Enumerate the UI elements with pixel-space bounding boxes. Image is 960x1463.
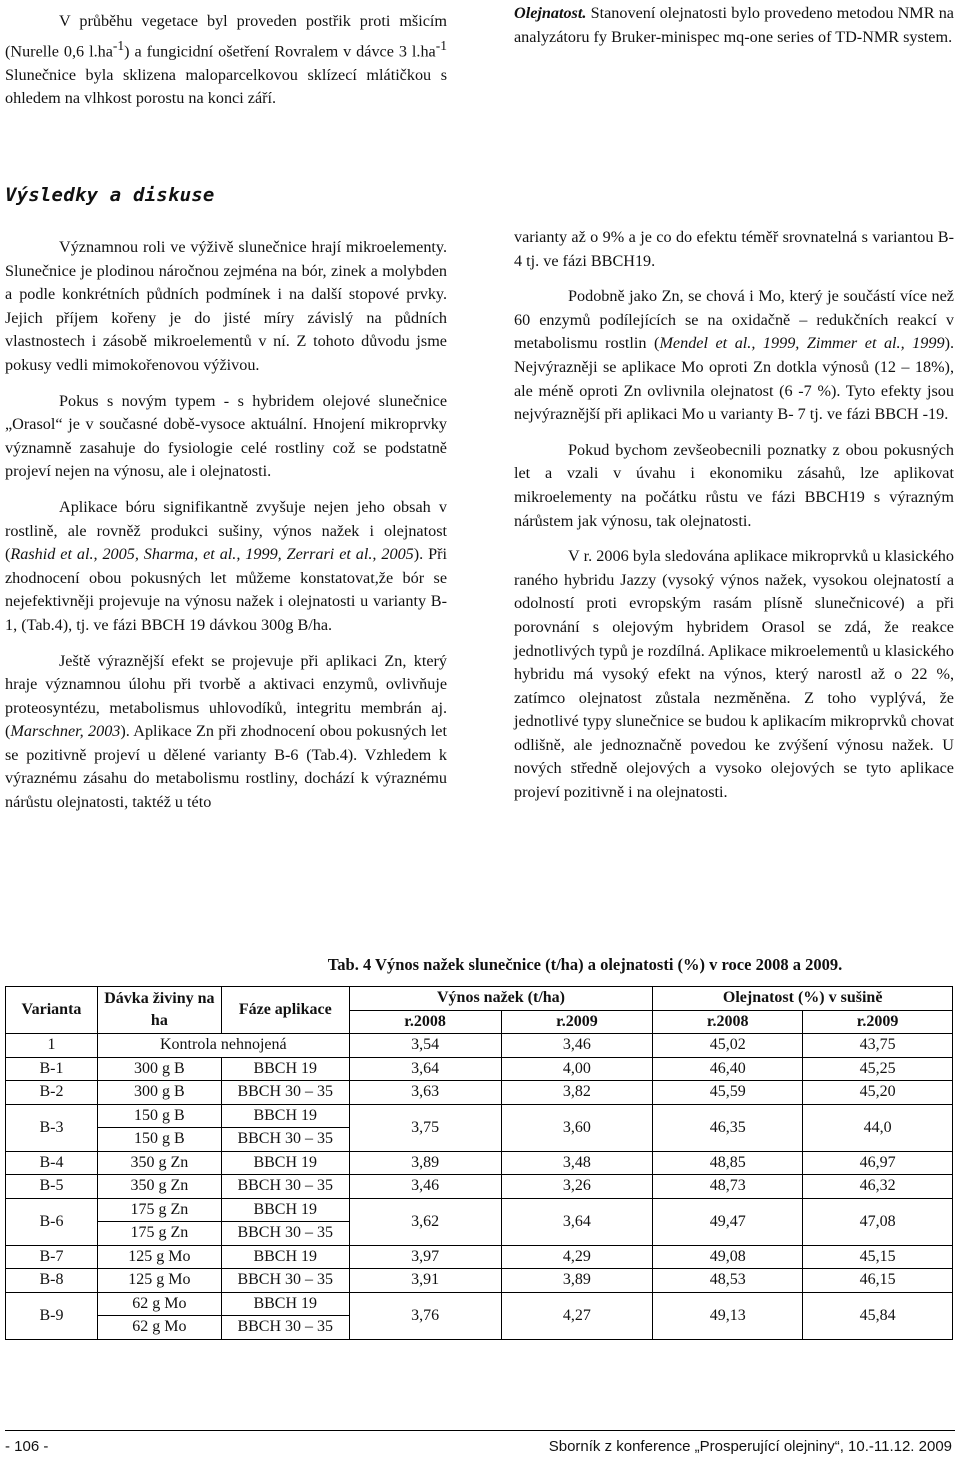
cell-value: 44,0 [803,1104,953,1151]
cell-value: 4,29 [501,1245,653,1269]
cell-value: 3,62 [349,1198,501,1245]
methods-left-column [5,10,447,123]
table-caption: Tab. 4 Výnos nažek slunečnice (t/ha) a olejnatosti (%) v roce 2008 a 2009. [327,955,843,974]
cell-value: 45,25 [803,1057,953,1081]
cell-value: 3,26 [501,1175,653,1199]
header-olejnatost: Olejnatost (%) v sušině [653,987,953,1011]
cell-davka: 300 g B [97,1057,221,1081]
paragraph-2006: V r. 2006 byla sledována aplikace mikroprvků u klasického raného hybridu Jazzy (vysoký výnos nažek, vysokou olejnatostí a odolností proti evropským rasám plísně slunečnicové) a při porovnání s olejovým hybridem Orasol se zdá, že reakce jednotlivých typů je rozdílná. Aplikace mikroelementů u klasického hybridu má vysoký efekt na výnos, který narostl až o 22 %, zatímco olejnatost zůstala nezměněna. Z toho vyplývá, že jednotlivé typy slunečnice se budou k aplikacím mikroprvků chovat odlišně, ale jednoznačně povedou ke zvýšení výnosu nažek. U nových středně olejových a vysoko olejových se tyto aplikace projeví pozitivně i na olejnatosti. [514,547,954,802]
cell-varianta: B-4 [6,1151,98,1175]
cell-value: 4,00 [501,1057,653,1081]
cell-value: 4,27 [501,1292,653,1339]
cell-value: 49,47 [653,1198,803,1245]
cell-value: 46,35 [653,1104,803,1151]
cell-value: 3,46 [349,1175,501,1199]
cell-value: 3,82 [501,1081,653,1105]
cell-faze: BBCH 30 – 35 [221,1128,349,1152]
footer-divider [5,1430,955,1431]
cell-davka: 125 g Mo [97,1269,221,1293]
table-row [6,1081,953,1105]
results-right-column [514,226,954,817]
paragraph-microelements: Významnou roli ve výživě slunečnice hrají mikroelementy. Slunečnice je plodinou náročnou zejména na bór, zinek a molybden a podle konkrétních půdních podmínek i na další stopové prvky. Jejich příjem kořeny je do jisté míry závislý na půdních vlastnostech i zásobě mikroelementů v ní. Z tohoto důvodu jsme pokusy vedli mimokořenovou výživou. [5,238,447,374]
cell-faze: BBCH 30 – 35 [221,1316,349,1340]
citation: Rashid et al., 2005, Sharma, et al., 1999, Zerrari et al., 2005 [10,545,414,564]
cell-davka: 62 g Mo [97,1316,221,1340]
section-heading-results: Výsledky a diskuse [5,184,215,206]
header-year: r.2009 [501,1010,653,1034]
cell-value: 49,08 [653,1245,803,1269]
cell-varianta: B-7 [6,1245,98,1269]
oil-content-paragraph: Olejnatost. Stanovení olejnatosti bylo provedeno metodou NMR na analyzátoru fy Bruker-minispec mq-one series of TD-NMR system. [514,4,954,46]
paragraph-generalization: Pokud bychom zevšeobecnili poznatky z obou pokusných let a vzali v úvahu i ekonomiku zásahů, lze aplikovat mikroelementy na počátku růstu ve fázi BBCH19 s výrazným nárůstem jak výnosu, tak olejnatosti. [514,440,954,530]
cell-varianta: B-6 [6,1198,98,1245]
cell-value: 45,20 [803,1081,953,1105]
paragraph-continuation: varianty až o 9% a je co do efektu téměř srovnatelná s variantou B-4 tj. ve fázi BBCH19. [514,228,954,270]
cell-value: 46,97 [803,1151,953,1175]
cell-value: 46,40 [653,1057,803,1081]
cell-value: 49,13 [653,1292,803,1339]
cell-value: 3,54 [349,1034,501,1058]
cell-value: 48,73 [653,1175,803,1199]
cell-davka: 150 g B [97,1128,221,1152]
cell-value: 3,76 [349,1292,501,1339]
header-vynos: Výnos nažek (t/ha) [349,987,653,1011]
cell-faze: BBCH 19 [221,1245,349,1269]
header-davka: Dávka živiny na ha [97,987,221,1034]
cell-value: 43,75 [803,1034,953,1058]
cell-value: 3,64 [501,1198,653,1245]
cell-value: 3,60 [501,1104,653,1151]
cell-value: 3,75 [349,1104,501,1151]
cell-faze: BBCH 19 [221,1198,349,1222]
cell-value: 45,84 [803,1292,953,1339]
cell-value: 45,15 [803,1245,953,1269]
cell-faze: BBCH 30 – 35 [221,1269,349,1293]
table-row [6,1034,953,1058]
cell-faze: BBCH 19 [221,1151,349,1175]
cell-faze: BBCH 30 – 35 [221,1175,349,1199]
header-faze: Fáze aplikace [221,987,349,1034]
results-left-column [5,236,447,827]
yield-oil-table [5,986,953,1340]
table-row [6,1057,953,1081]
cell-davka: 150 g B [97,1104,221,1128]
header-year: r.2009 [803,1010,953,1034]
cell-varianta: B-9 [6,1292,98,1339]
cell-value: 3,48 [501,1151,653,1175]
cell-value: 45,02 [653,1034,803,1058]
paragraph-boron: Aplikace bóru signifikantně zvyšuje nejen jeho obsah v rostlině, ale rovněž produkci sušiny, výnos nažek i olejnatost (Rashid et al., 2005, Sharma, et al., 1999, Zerrari et al., 2005). Při zhodnocení obou pokusných let můžeme konstatovat,že bór se nejefektivněji projevuje na výnosu nažek i olejnatosti u varianty B-1, (Tab.4), tj. ve fázi BBCH 19 dávkou 300g B/ha. [5,497,448,634]
table-row [6,1292,953,1316]
cell-davka: 175 g Zn [97,1222,221,1246]
cell-value: 3,64 [349,1057,501,1081]
cell-varianta: B-3 [6,1104,98,1151]
cell-davka: 125 g Mo [97,1245,221,1269]
cell-faze: BBCH 19 [221,1057,349,1081]
table-row [6,1198,953,1222]
oil-content-lead: Olejnatost. [514,4,587,22]
table-header-row [6,987,953,1011]
citation: Mendel et al., 1999, Zimmer et al., 1999 [659,334,945,353]
table-row [6,1151,953,1175]
cell-varianta: 1 [6,1034,98,1058]
cell-varianta: B-2 [6,1081,98,1105]
cell-value: 46,15 [803,1269,953,1293]
cell-faze: BBCH 30 – 35 [221,1081,349,1105]
cell-varianta: B-8 [6,1269,98,1293]
page-number: - 106 - [5,1438,49,1455]
cell-davka: 350 g Zn [97,1151,221,1175]
footer-source: Sborník z konference „Prosperující olejniny“, 10.-11.12. 2009 [548,1438,952,1455]
paragraph-zinc: Ještě výraznější efekt se projevuje při aplikaci Zn, který hraje významnou úlohu při tvorbě a aktivaci enzymů, ovlivňuje proteosyntézu, metabolismus uhlovodíků, integritu membrán aj. (Marschner, 2003). Aplikace Zn při zhodnocení obou pokusných let se pozitivně projeví u dělené varianty B-6 (Tab.4). Vzhledem k výraznému zásahu do metabolismu rostliny, dochází k výraznému nárůstu olejnatosti, taktéž u této [5,651,447,812]
cell-davka: 300 g B [97,1081,221,1105]
citation: Marschner, 2003 [10,722,121,741]
cell-faze: BBCH 30 – 35 [221,1222,349,1246]
header-varianta: Varianta [6,987,98,1034]
header-year: r.2008 [653,1010,803,1034]
paragraph-molybdenum: Podobně jako Zn, se chová i Mo, který je součástí více než 60 enzymů podílejících se na oxidačně – redukčních reakcí v metabolismu rostlin (Mendel et al., 1999, Zimmer et al., 1999). Nejvýrazněji se aplikace Mo oproti Zn dotkla výnosů (12 – 18%), ale méně oproti Zn ovlivnila olejnatost (6 -7 %). Tyto efekty jsou nejvýraznější při aplikaci Mo u varianty B- 7 tj. ve fázi BBCH -19. [514,287,954,424]
cell-value: 45,59 [653,1081,803,1105]
table-row [6,1245,953,1269]
header-year: r.2008 [349,1010,501,1034]
cell-faze: BBCH 19 [221,1104,349,1128]
cell-value: 46,32 [803,1175,953,1199]
cell-davka: Kontrola nehnojená [97,1034,349,1058]
cell-value: 48,53 [653,1269,803,1293]
cell-value: 3,89 [349,1151,501,1175]
cell-value: 3,63 [349,1081,501,1105]
table-row [6,1269,953,1293]
cell-value: 48,85 [653,1151,803,1175]
methods-right-column [514,2,954,61]
cell-faze: BBCH 19 [221,1292,349,1316]
table-row [6,1175,953,1199]
cell-davka: 350 g Zn [97,1175,221,1199]
cell-value: 3,89 [501,1269,653,1293]
cell-value: 3,91 [349,1269,501,1293]
cell-value: 3,46 [501,1034,653,1058]
cell-davka: 62 g Mo [97,1292,221,1316]
cell-davka: 175 g Zn [97,1198,221,1222]
cell-value: 3,97 [349,1245,501,1269]
cell-varianta: B-5 [6,1175,98,1199]
table-row [6,1104,953,1128]
cell-varianta: B-1 [6,1057,98,1081]
cell-value: 47,08 [803,1198,953,1245]
paragraph-orasol: Pokus s novým typem - s hybridem olejové slunečnice „Orasol“ je v současné době-vysoce aktuální. Hnojení mikroprvky významně zasahuje do fysiologie celé rostliny což se podstatně projeví nejen na výnosu, ale i olejnatosti. [5,391,447,481]
spraying-paragraph: V průběhu vegetace byl proveden postřik proti mšicím (Nurelle 0,6 $l.ha^{-1}$) a fungicidní ošetření Rovralem v dávce 3 $l.ha^{-1}$ Slunečnice byla sklizena maloparcelkovou sklízecí mlátičkou s ohledem na vlhkost porostu na konci září. [5,12,447,108]
